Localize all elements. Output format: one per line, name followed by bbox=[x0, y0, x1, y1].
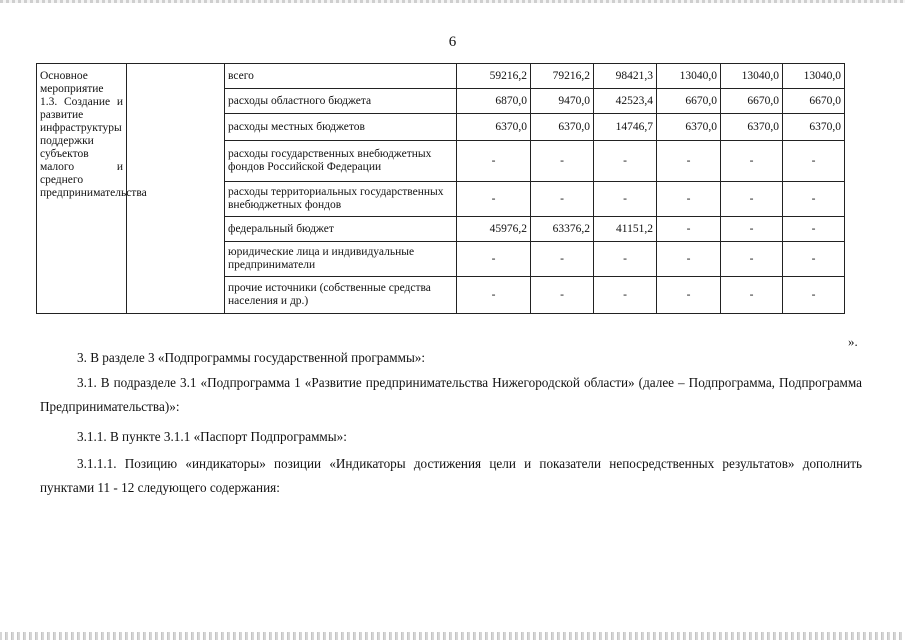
main-measure-cell: Основное мероприятие 1.3. Создание и развитие инфраструктуры поддержки субъектов малого и среднего предпринимательства bbox=[37, 64, 127, 314]
financing-table bbox=[36, 63, 845, 314]
amount-cell: - bbox=[531, 182, 594, 217]
amount-cell: 45976,2 bbox=[457, 217, 531, 242]
amount-cell: - bbox=[594, 277, 657, 314]
amount-cell: 63376,2 bbox=[531, 217, 594, 242]
amount-cell: 59216,2 bbox=[457, 64, 531, 89]
amount-cell: 14746,7 bbox=[594, 114, 657, 141]
amount-cell: - bbox=[783, 141, 845, 182]
funding-source-cell: расходы областного бюджета bbox=[225, 89, 457, 114]
amount-cell: - bbox=[657, 182, 721, 217]
paragraph-subsection-3-1: 3.1. В подразделе 3.1 «Подпрограмма 1 «Развитие предпринимательства Нижегородской области» (далее – Подпрограмма, Подпрограмма Предпринимательства)»: bbox=[40, 375, 862, 414]
amount-cell: - bbox=[721, 277, 783, 314]
funding-source-cell: юридические лица и индивидуальные предприниматели bbox=[225, 242, 457, 277]
funding-source-cell: прочие источники (собственные средства населения и др.) bbox=[225, 277, 457, 314]
amount-cell: 6370,0 bbox=[531, 114, 594, 141]
amount-cell: - bbox=[783, 242, 845, 277]
amount-cell: - bbox=[783, 277, 845, 314]
paragraph-section-3: 3. В разделе 3 «Подпрограммы государственной программы»: bbox=[77, 350, 426, 365]
amount-cell: - bbox=[657, 242, 721, 277]
amount-cell: - bbox=[721, 141, 783, 182]
amount-cell: - bbox=[594, 182, 657, 217]
amount-cell: - bbox=[783, 217, 845, 242]
closing-quote: ». bbox=[848, 334, 858, 349]
table-body bbox=[37, 64, 845, 314]
amount-cell: 42523,4 bbox=[594, 89, 657, 114]
amount-cell: - bbox=[457, 141, 531, 182]
amount-cell: - bbox=[594, 141, 657, 182]
amount-cell: - bbox=[657, 277, 721, 314]
table-row bbox=[37, 64, 845, 89]
amount-cell: - bbox=[531, 277, 594, 314]
amount-cell: 6370,0 bbox=[721, 114, 783, 141]
amount-cell: - bbox=[594, 242, 657, 277]
paragraph-item-3-1-1: 3.1.1. В пункте 3.1.1 «Паспорт Подпрограммы»: bbox=[77, 429, 347, 444]
amount-cell: - bbox=[531, 242, 594, 277]
funding-source-cell: расходы местных бюджетов bbox=[225, 114, 457, 141]
amount-cell: 13040,0 bbox=[783, 64, 845, 89]
amount-cell: - bbox=[657, 217, 721, 242]
page-number: 6 bbox=[448, 34, 457, 50]
amount-cell: - bbox=[457, 277, 531, 314]
funding-source-cell: расходы территориальных государственных внебюджетных фондов bbox=[225, 182, 457, 217]
amount-cell: - bbox=[457, 182, 531, 217]
amount-cell: - bbox=[657, 141, 721, 182]
amount-cell: 6670,0 bbox=[721, 89, 783, 114]
amount-cell: - bbox=[457, 242, 531, 277]
amount-cell: 13040,0 bbox=[657, 64, 721, 89]
amount-cell: 6370,0 bbox=[783, 114, 845, 141]
scan-edge-bottom bbox=[0, 632, 905, 640]
amount-cell: 41151,2 bbox=[594, 217, 657, 242]
amount-cell: - bbox=[783, 182, 845, 217]
amount-cell: - bbox=[721, 182, 783, 217]
amount-cell: 79216,2 bbox=[531, 64, 594, 89]
funding-source-cell: всего bbox=[225, 64, 457, 89]
paragraph-item-3-1-1-1: 3.1.1.1. Позицию «индикаторы» позиции «Индикаторы достижения цели и показатели непосредственных результатов» дополнить пунктами 11 - 12 следующего содержания: bbox=[40, 456, 862, 495]
amount-cell: 13040,0 bbox=[721, 64, 783, 89]
amount-cell: 98421,3 bbox=[594, 64, 657, 89]
amount-cell: 6370,0 bbox=[657, 114, 721, 141]
scan-edge-top bbox=[0, 0, 905, 3]
amount-cell: - bbox=[721, 217, 783, 242]
amount-cell: 6670,0 bbox=[783, 89, 845, 114]
amount-cell: 9470,0 bbox=[531, 89, 594, 114]
amount-cell: 6670,0 bbox=[657, 89, 721, 114]
amount-cell: 6870,0 bbox=[457, 89, 531, 114]
amount-cell: - bbox=[721, 242, 783, 277]
amount-cell: - bbox=[531, 141, 594, 182]
funding-source-cell: расходы государственных внебюджетных фондов Российской Федерации bbox=[225, 141, 457, 182]
funding-source-cell: федеральный бюджет bbox=[225, 217, 457, 242]
amount-cell: 6370,0 bbox=[457, 114, 531, 141]
